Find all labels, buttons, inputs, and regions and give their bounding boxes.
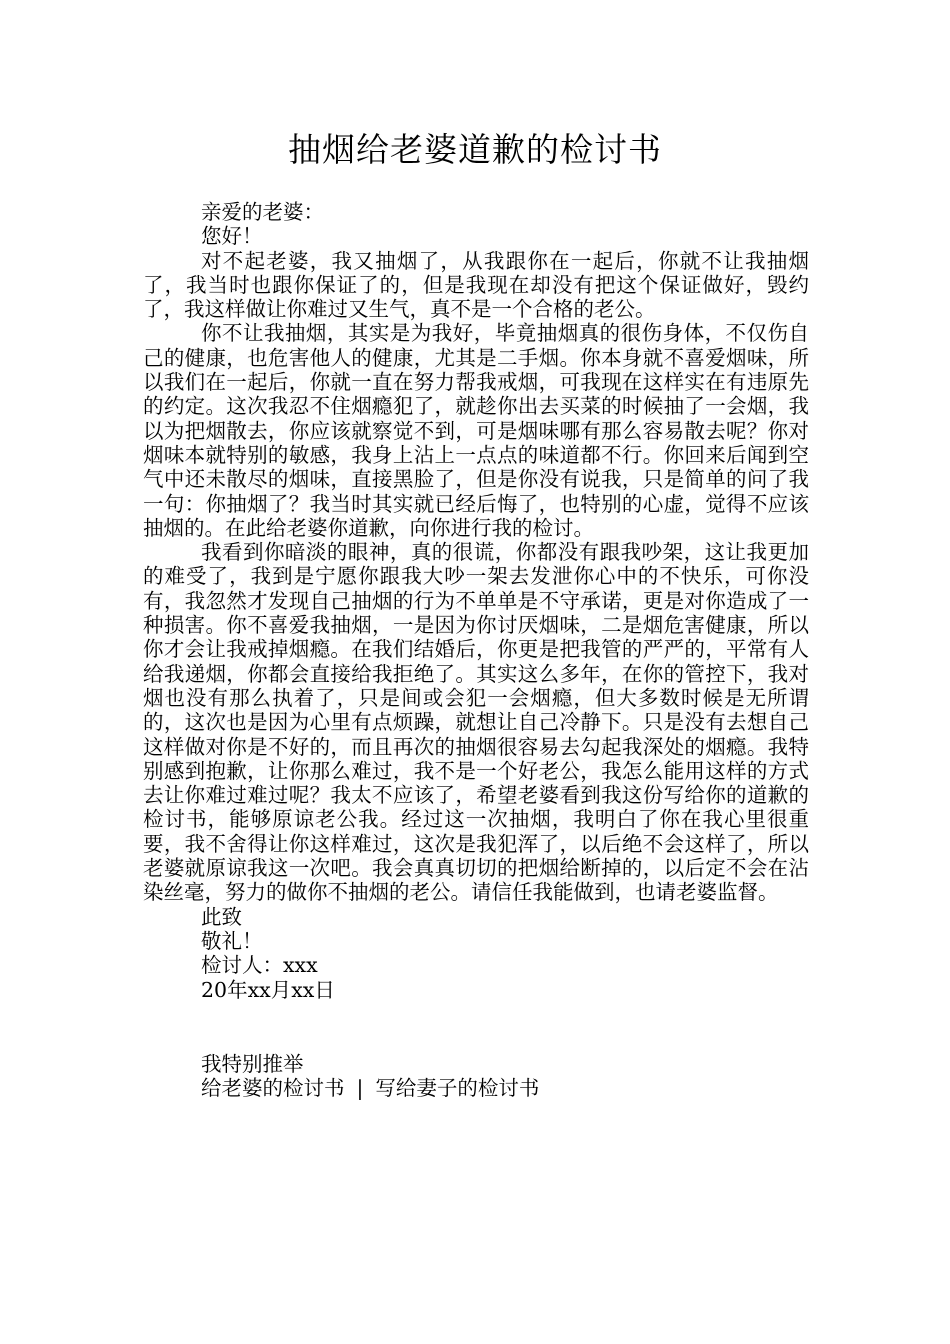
recommend-links [143, 1076, 809, 1100]
document-title: 抽烟给老婆道歉的检讨书 [288, 130, 662, 169]
date: 20年xx月xx日 [201, 977, 335, 1002]
spacer [143, 1002, 809, 1052]
closing-line-1: 此致 [201, 904, 242, 929]
signature: 检讨人：xxx [201, 953, 318, 978]
link-separator: | [356, 1076, 364, 1101]
closing-line-2: 敬礼！ [201, 928, 263, 953]
paragraph-2: 你不让我抽烟，其实是为我好，毕竟抽烟真的很伤身体，不仅伤自己的健康，也危害他人的健康，尤其是二手烟。你本身就不喜爱烟味，所以我们在一起后，你就一直在努力帮我戒烟，可我现在这样实在有违原先的约定。这次我忍不住烟瘾犯了，就趁你出去买菜的时候抽了一会烟，我以为把烟散去，你应该就察觉不到，可是烟味哪有那么容易散去呢？你对烟味本就特别的敏感，我身上沾上一点点的味道都不行。你回来后闻到空气中还未散尽的烟味，直接黑脸了，但是你没有说我，只是简单的问了我一句：你抽烟了？我当时其实就已经后悔了，也特别的心虚，觉得不应该抽烟的。在此给老婆你道歉，向你进行我的检讨。 [143, 321, 809, 540]
letter-body [143, 200, 809, 1100]
greeting: 您好！ [201, 224, 263, 249]
recommend-link-1[interactable]: 给老婆的检讨书 [201, 1076, 345, 1101]
recommend-link-2[interactable]: 写给妻子的检讨书 [375, 1076, 540, 1101]
paragraph-3: 我看到你暗淡的眼神，真的很谎，你都没有跟我吵架，这让我更加的难受了，我到是宁愿你跟我大吵一架去发泄你心中的不快乐，可你没有，我忽然才发现自己抽烟的行为不单单是不守承诺，更是对你造成了一种损害。你不喜爱我抽烟，一是因为你讨厌烟味，二是烟危害健康，所以你才会让我戒掉烟瘾。在我们结婚后，你更是把我管的严严的，平常有人给我递烟，你都会直接给我拒绝了。其实这么多年，在你的管控下，我对烟也没有那么执着了，只是间或会犯一会烟瘾，但大多数时候是无所谓的，这次也是因为心里有点烦躁，就想让自己冷静下。只是没有去想自己这样做对你是不好的，而且再次的抽烟很容易去勾起我深处的烟瘾。我特别感到抱歉，让你那么难过，我不是一个好老公，我怎么能用这样的方式去让你难过难过呢？我太不应该了，希望老婆看到我这份写给你的道歉的检讨书，能够原谅老公我。经过这一次抽烟，我明白了你在我心里很重要，我不舍得让你这样难过，这次是我犯浑了，以后绝不会这样了，所以老婆就原谅我这一次吧。我会真真切切的把烟给断掉的，以后定不会在沾染丝毫，努力的做你不抽烟的老公。请信任我能做到，也请老婆监督。 [143, 540, 809, 905]
recommend-heading: 我特别推举 [201, 1051, 304, 1076]
paragraph-1: 对不起老婆，我又抽烟了，从我跟你在一起后，你就不让我抽烟了，我当时也跟你保证了的，但是我现在却没有把这个保证做好，毁约了，我这样做让你难过又生气，真不是一个合格的老公。 [143, 248, 809, 322]
salutation: 亲爱的老婆： [201, 200, 324, 224]
